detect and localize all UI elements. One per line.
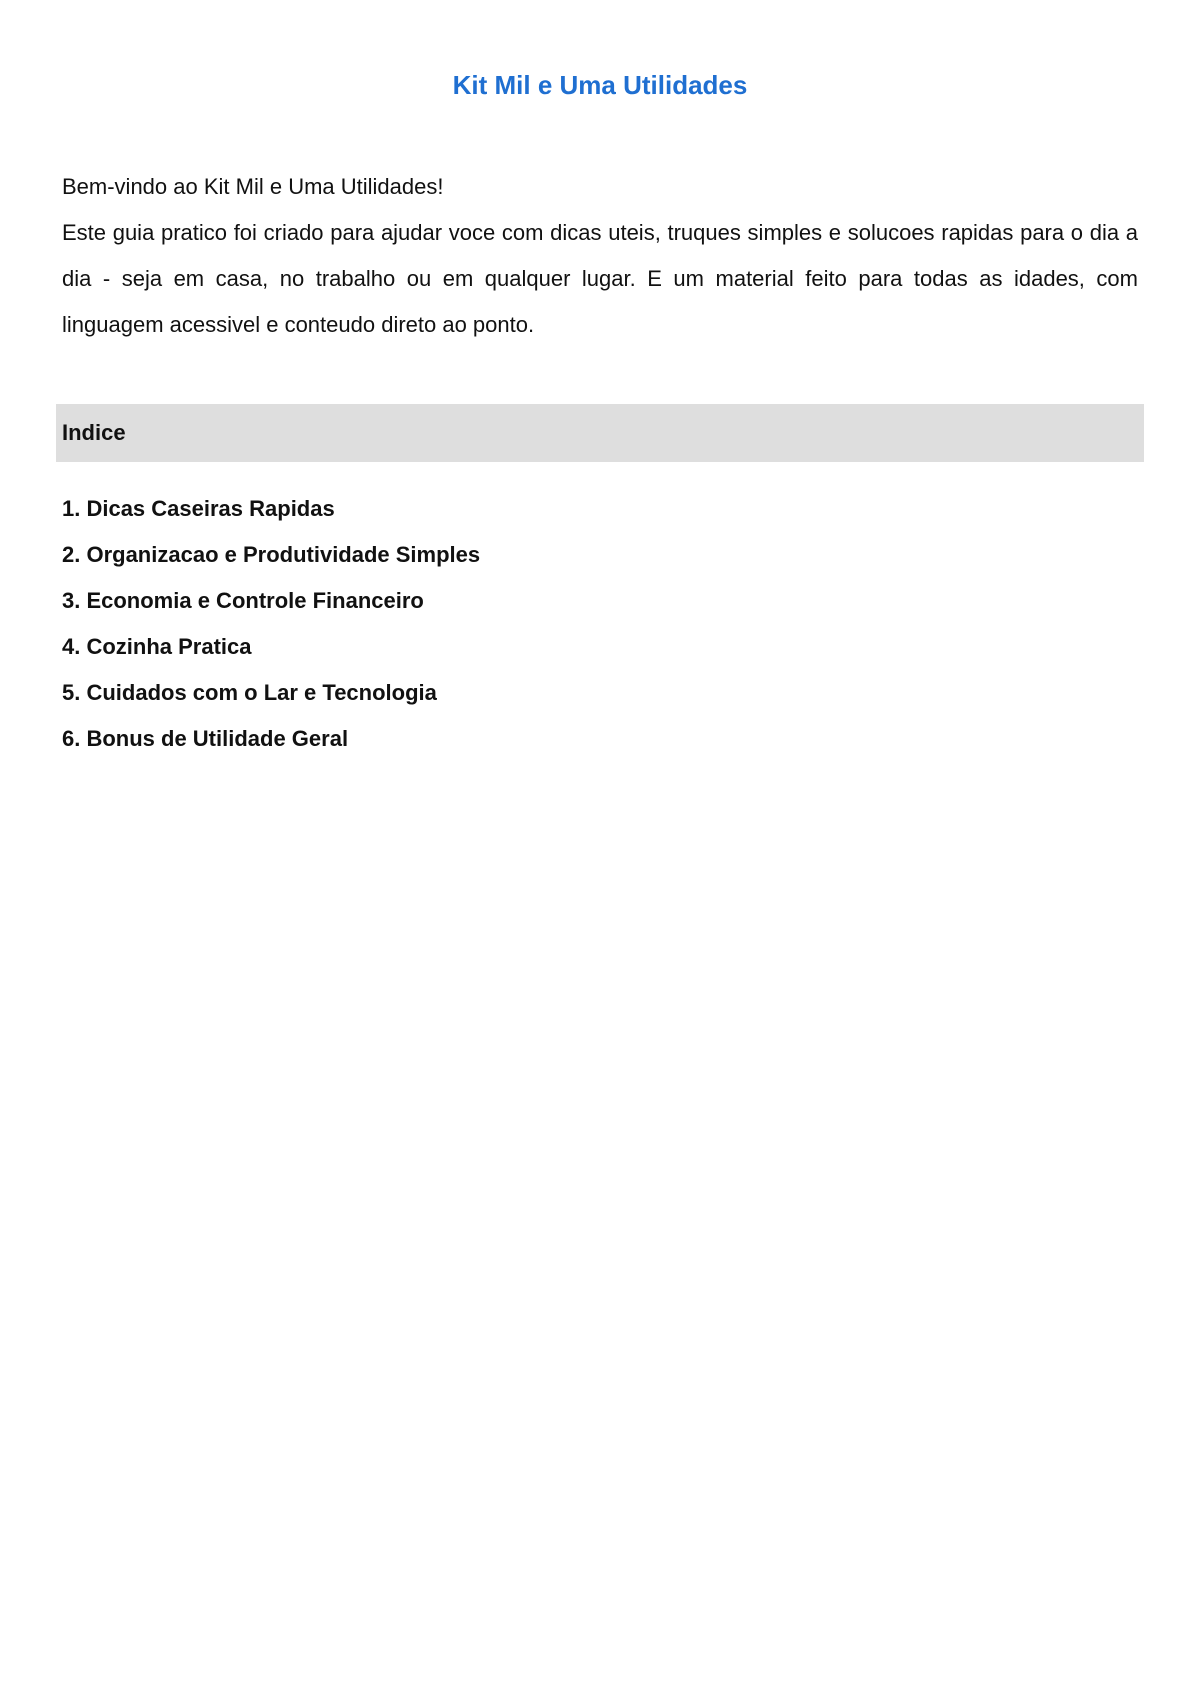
document-title: Kit Mil e Uma Utilidades [452,70,748,100]
index-item: 6. Bonus de Utilidade Geral [62,726,349,751]
index-item: 2. Organizacao e Produtividade Simples [62,542,481,567]
index-heading: Indice [56,404,1144,462]
intro-paragraph: Este guia pratico foi criado para ajudar voce com dicas uteis, truques simples e solucoes rapidas para o dia a dia - seja em casa, no trabalho ou em qualquer lugar. E um material feito para todas as idades, com linguagem acessivel e conteudo direto ao ponto. [62,220,1138,337]
index-item: 3. Economia e Controle Financeiro [62,588,424,613]
index-list [62,486,1138,762]
index-item: 1. Dicas Caseiras Rapidas [62,496,335,521]
index-item: 5. Cuidados com o Lar e Tecnologia [62,680,437,705]
index-item: 4. Cozinha Pratica [62,634,252,659]
welcome-line: Bem-vindo ao Kit Mil e Uma Utilidades! [62,174,444,199]
intro-section [62,164,1138,348]
